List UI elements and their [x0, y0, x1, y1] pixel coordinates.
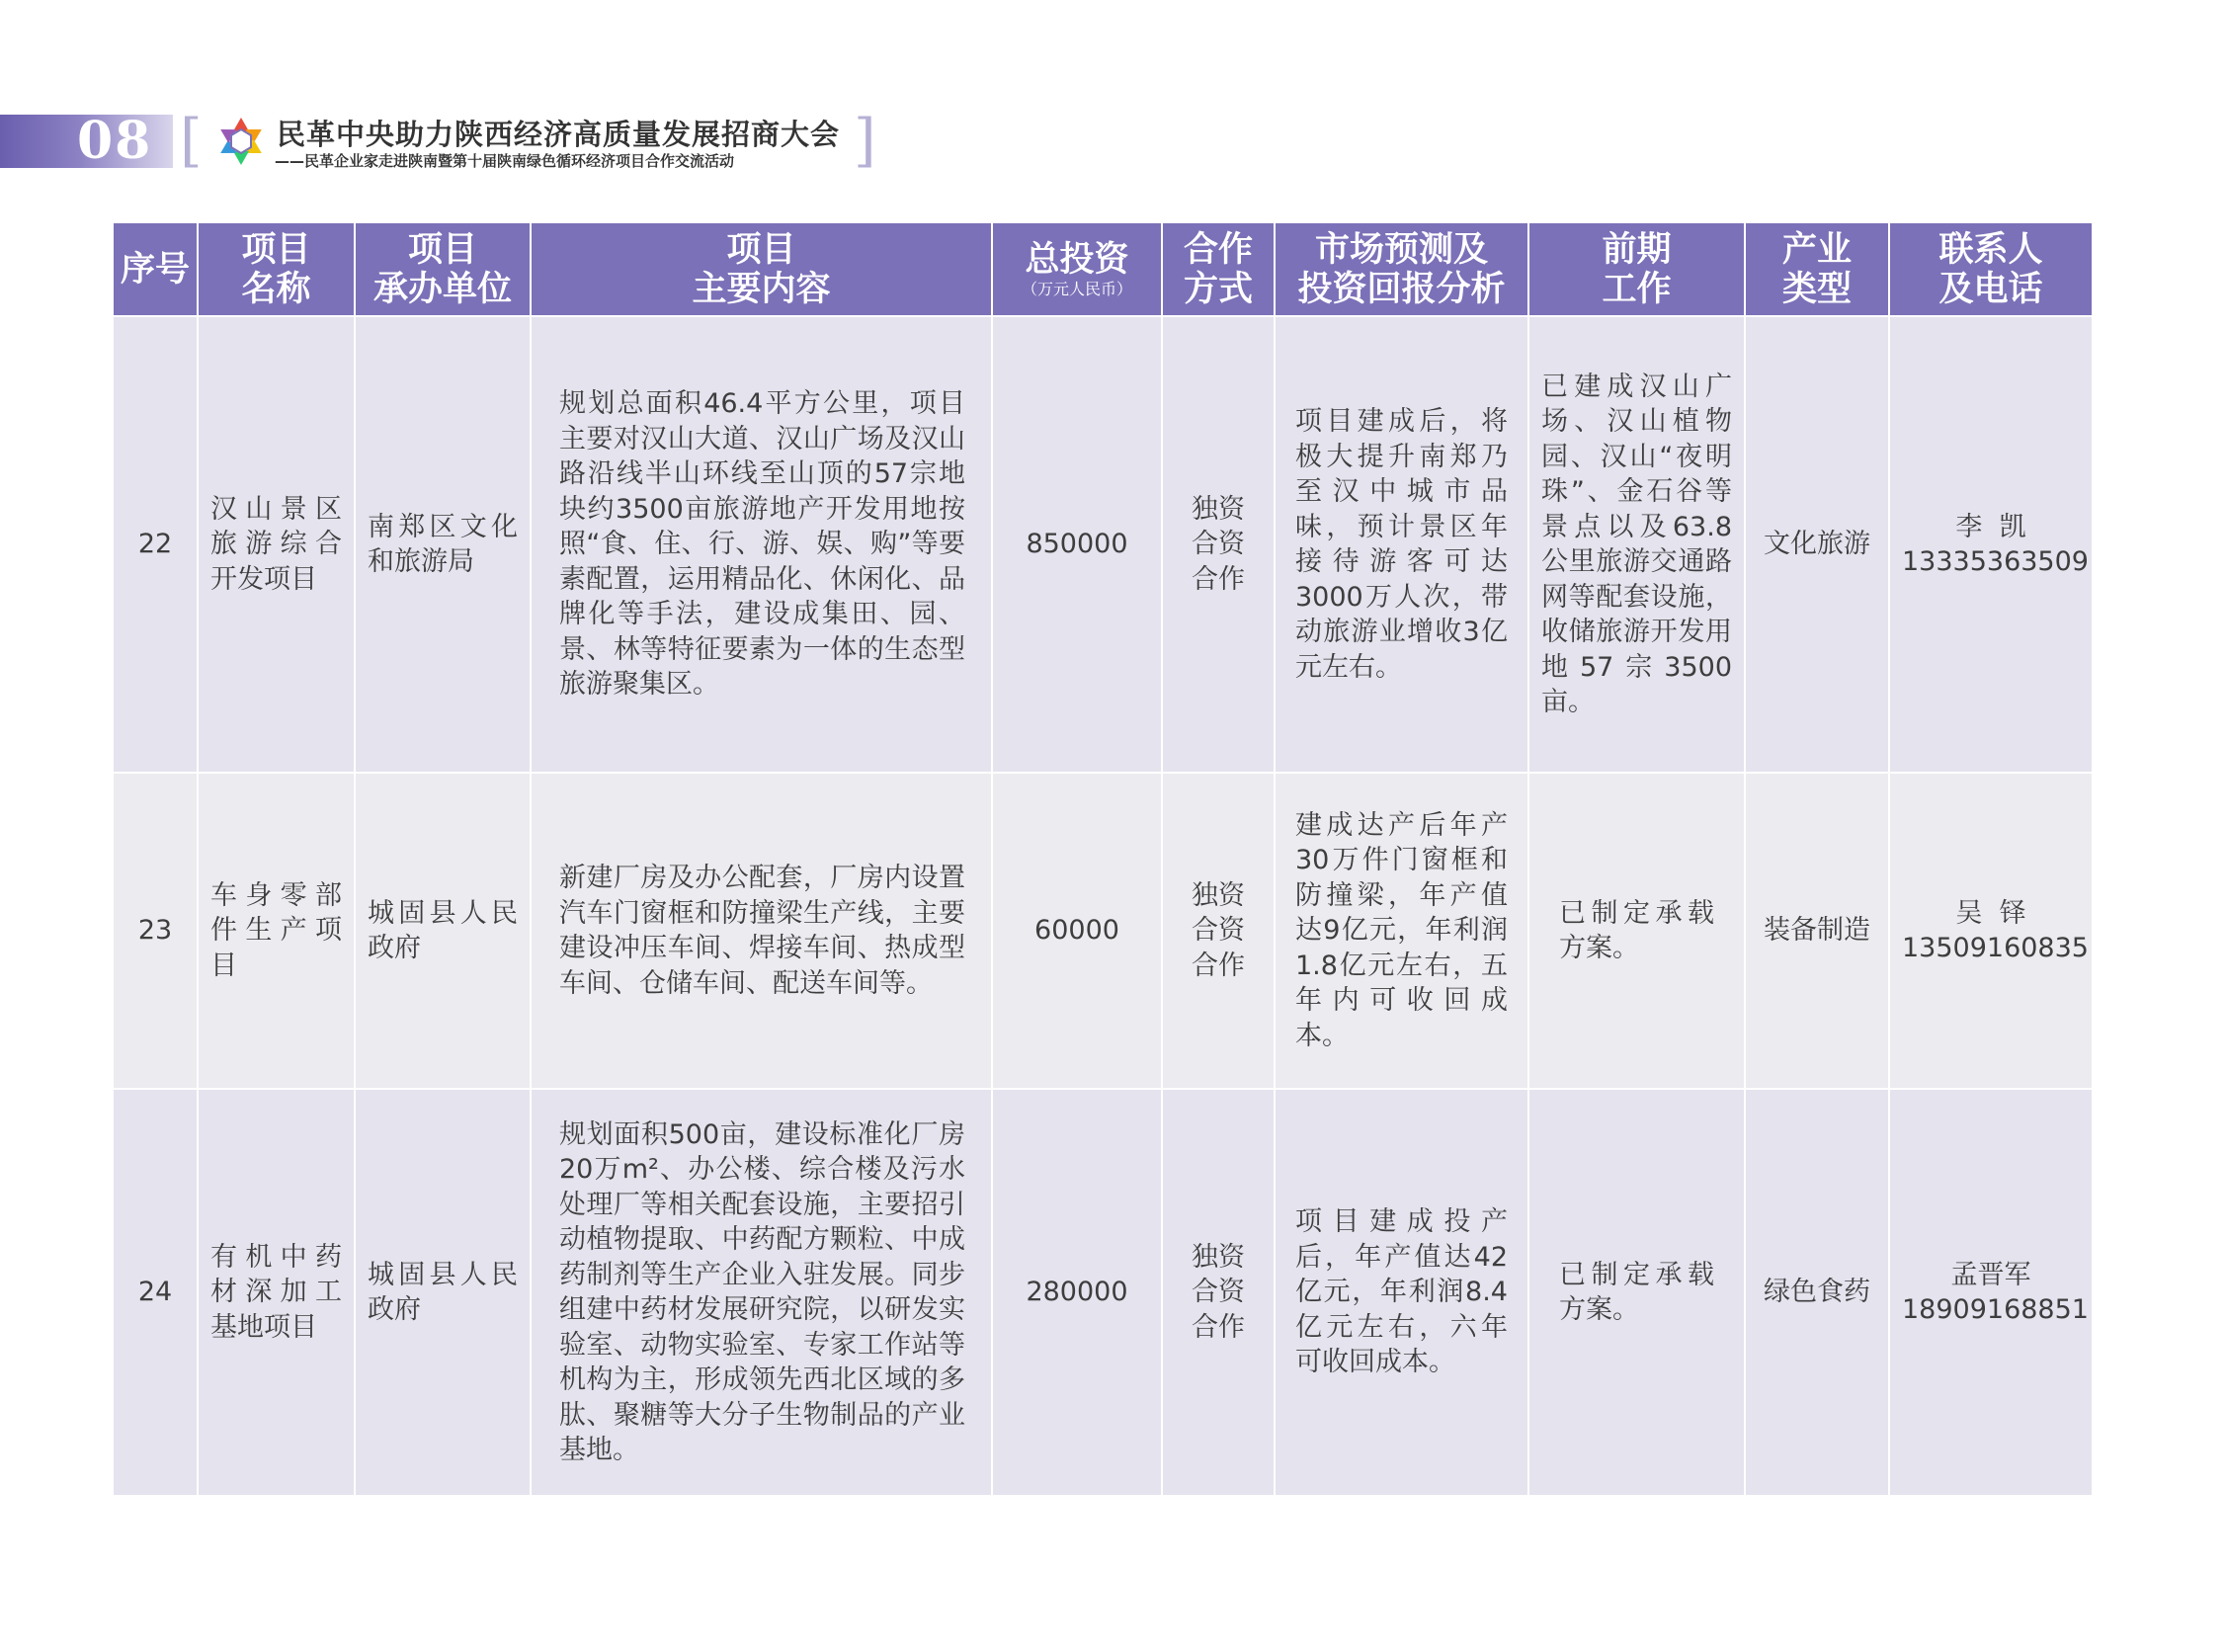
event-logo-icon [215, 116, 267, 167]
contact-name: 孟晋军 [1950, 1259, 2031, 1290]
col-header-label: 前期 工作 [1602, 229, 1672, 309]
cell-project-name: 汉山景区旅游综合开发项目 [198, 316, 355, 773]
contact-phone: 13509160835 [1902, 933, 2089, 963]
col-header-contact [1889, 222, 2093, 316]
cell-market: 建成达产后年产30万件门窗框和防撞梁，年产值达9亿元，年利润1.8亿元左右，五年内可收回成本。 [1275, 773, 1528, 1089]
col-header-content [531, 222, 992, 316]
col-header-preliminary [1528, 222, 1745, 316]
page-subtitle: ——民革企业家走进陕南暨第十届陕南绿色循环经济项目合作交流活动 [275, 152, 735, 170]
col-header-label: 产业 类型 [1781, 229, 1852, 309]
col-header-industry [1745, 222, 1889, 316]
col-header-label: 市场预测及 投资回报分析 [1297, 229, 1506, 309]
table-header-row [113, 222, 2093, 316]
cell-market: 项目建成后，将极大提升南郑乃至汉中城市品味，预计景区年接待游客可达3000万人次，带动旅游业增收3亿元左右。 [1275, 316, 1528, 773]
cell-cooperation: 独资 合资 合作 [1162, 773, 1275, 1089]
col-header-unit-note: （万元人民币） [1021, 279, 1132, 298]
contact-name: 吴 铎 [1955, 897, 2026, 929]
col-header-cooperation [1162, 222, 1275, 316]
contact-name: 李 凯 [1955, 511, 2026, 542]
cell-contact [1889, 316, 2093, 773]
cell-market: 项目建成投产后，年产值达42亿元，年利润8.4亿元左右，六年可收回成本。 [1275, 1089, 1528, 1496]
col-header-unit [355, 222, 531, 316]
page-title: 民革中央助力陕西经济高质量发展招商大会 [277, 118, 841, 151]
project-table [112, 221, 2094, 1497]
cell-project-name: 有机中药材深加工基地项目 [198, 1089, 355, 1496]
table-row [113, 1089, 2093, 1496]
col-header-label: 合作 方式 [1183, 229, 1253, 309]
col-header-market [1275, 222, 1528, 316]
cell-industry: 文化旅游 [1745, 316, 1889, 773]
cell-cooperation: 独资 合资 合作 [1162, 316, 1275, 773]
cell-investment: 280000 [992, 1089, 1162, 1496]
col-header-label: 联系人 及电话 [1938, 229, 2043, 309]
cell-content: 规划面积500亩，建设标准化厂房20万m²、办公楼、综合楼及污水处理厂等相关配套设施，主要招引动植物提取、中药配方颗粒、中成药制剂等生产企业入驻发展。同步组建中药材发展研究院，以研发实验室、动物实验室、专家工作站等机构为主，形成领先西北区域的多肽、聚糖等大分子生物制品的产业基地。 [531, 1089, 992, 1496]
col-header-investment [992, 222, 1162, 316]
cell-unit: 城固县人民政府 [355, 773, 531, 1089]
cell-no: 24 [113, 1089, 198, 1496]
cell-investment: 850000 [992, 316, 1162, 773]
cell-project-name: 车身零部件生产项目 [198, 773, 355, 1089]
col-header-label: 项目 主要内容 [692, 229, 831, 309]
col-header-label: 项目 承办单位 [372, 229, 512, 309]
cell-contact [1889, 773, 2093, 1089]
page-number: 08 [77, 111, 153, 171]
col-header-label: 项目 名称 [241, 229, 311, 309]
col-header-label: 总投资 [1025, 239, 1129, 280]
cell-industry: 绿色食药 [1745, 1089, 1889, 1496]
table-row [113, 773, 2093, 1089]
cell-content: 新建厂房及办公配套，厂房内设置汽车门窗框和防撞梁生产线，主要建设冲压车间、焊接车间、热成型车间、仓储车间、配送车间等。 [531, 773, 992, 1089]
cell-contact [1889, 1089, 2093, 1496]
cell-preliminary: 已制定承载方案。 [1528, 1089, 1745, 1496]
col-header-no [113, 222, 198, 316]
contact-phone: 18909168851 [1902, 1294, 2089, 1325]
col-header-label: 序号 [120, 249, 190, 289]
cell-no: 22 [113, 316, 198, 773]
table-row [113, 316, 2093, 773]
cell-cooperation: 独资 合资 合作 [1162, 1089, 1275, 1496]
cell-no: 23 [113, 773, 198, 1089]
contact-phone: 13335363509 [1902, 546, 2089, 577]
cell-unit: 城固县人民政府 [355, 1089, 531, 1496]
title-bracket-left: [ [180, 107, 203, 174]
cell-industry: 装备制造 [1745, 773, 1889, 1089]
cell-unit: 南郑区文化和旅游局 [355, 316, 531, 773]
col-header-name [198, 222, 355, 316]
cell-content: 规划总面积46.4平方公里，项目主要对汉山大道、汉山广场及汉山路沿线半山环线至山顶的57宗地块约3500亩旅游地产开发用地按照“食、住、行、游、娱、购”等要素配置，运用精品化、休闲化、品牌化等手法，建设成集田、园、景、林等特征要素为一体的生态型旅游聚集区。 [531, 316, 992, 773]
cell-preliminary: 已建成汉山广场、汉山植物园、汉山“夜明珠”、金石谷等景点以及63.8公里旅游交通路网等配套设施，收储旅游开发用地57宗3500亩。 [1528, 316, 1745, 773]
cell-preliminary: 已制定承载方案。 [1528, 773, 1745, 1089]
title-bracket-right: ] [854, 107, 876, 174]
cell-investment: 60000 [992, 773, 1162, 1089]
